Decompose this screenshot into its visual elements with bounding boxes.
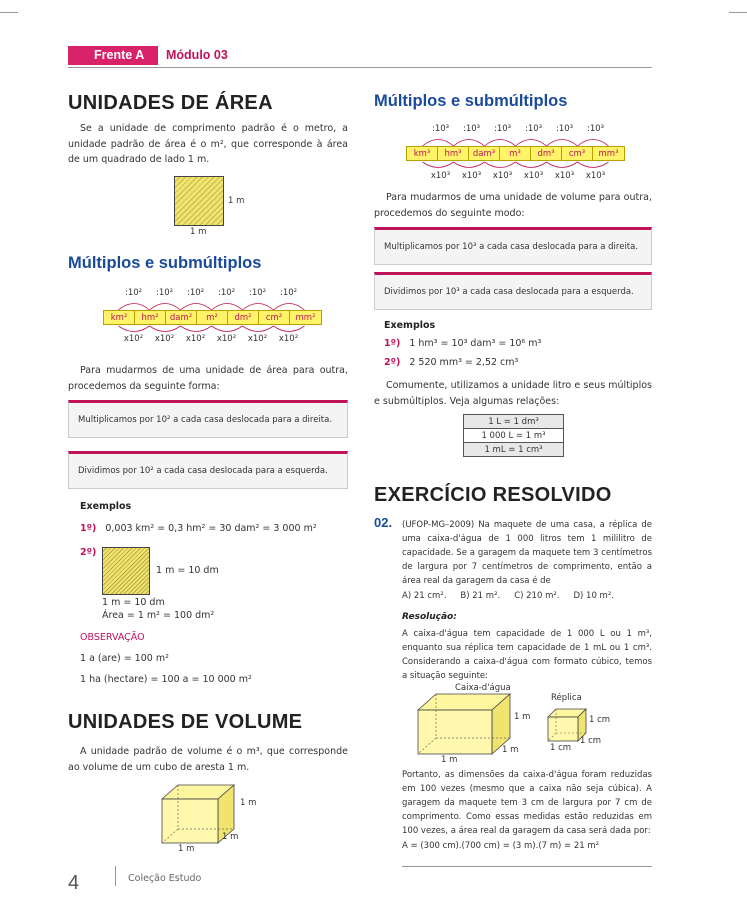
volume-multiples-title: Múltiplos e submúltiplos bbox=[374, 92, 568, 110]
divide-label: :10³ bbox=[555, 124, 574, 134]
unit-square bbox=[174, 176, 224, 226]
volume-example-1 bbox=[384, 338, 541, 349]
multiply-arc bbox=[181, 326, 212, 332]
multiply-label: x10² bbox=[123, 334, 144, 344]
area-intro: Se a unidade de comprimento padrão é o metro, a unidade padrão de área é o m², que corresponde à área de um quadrado de lado 1 m. bbox=[68, 123, 348, 165]
collection-name: Coleção Estudo bbox=[128, 873, 202, 884]
volume-procedure: Para mudarmos de uma unidade de volume para outra, procedemos do seguinte modo: bbox=[374, 192, 652, 219]
divide-label: :10² bbox=[155, 288, 174, 298]
litro-relations-table bbox=[463, 414, 564, 457]
option-a: A) 21 cm². bbox=[402, 591, 447, 601]
volume-top-arcs bbox=[404, 133, 634, 147]
multiply-arc bbox=[423, 162, 454, 168]
area-ex1-text: 0,003 km² = 0,3 hm² = 30 dam² = 3 000 m² bbox=[105, 523, 317, 534]
area-rule-right: Multiplicamos por 10² a cada casa deslocada para a direita. bbox=[68, 400, 348, 438]
area-title: UNIDADES DE ÁREA bbox=[68, 92, 273, 114]
multiply-arc bbox=[578, 162, 609, 168]
divide-label: :10² bbox=[279, 288, 298, 298]
area-procedure: Para mudarmos de uma unidade de área para outra, procedemos da seguinte forma: bbox=[68, 365, 348, 392]
unit-cell: km² bbox=[104, 311, 135, 324]
multiply-label: x10² bbox=[154, 334, 175, 344]
multiply-arc bbox=[243, 326, 274, 332]
divide-label: :10³ bbox=[524, 124, 543, 134]
volume-ex1-text: 1 hm³ = 10³ dam³ = 10⁶ m³ bbox=[409, 338, 542, 349]
multiply-arc bbox=[547, 162, 578, 168]
relation-row: 1 mL = 1 cm³ bbox=[464, 443, 564, 457]
multiply-label: x10² bbox=[247, 334, 268, 344]
unit-cell: dm² bbox=[228, 311, 259, 324]
area-multiply-labels bbox=[118, 334, 304, 344]
square-bottom-label: 1 m bbox=[190, 227, 207, 237]
small-cube-depth: 1 cm bbox=[580, 736, 602, 746]
area-ex1-number: 1º) bbox=[80, 523, 97, 534]
exercise-title: EXERCÍCIO RESOLVIDO bbox=[374, 484, 612, 506]
multiply-label: x10³ bbox=[554, 171, 575, 181]
crop-mark-left bbox=[0, 12, 18, 13]
unit-cell: km³ bbox=[407, 147, 438, 160]
crop-mark-right bbox=[729, 12, 747, 13]
resolution-title: Resolução: bbox=[402, 612, 457, 622]
multiply-label: x10³ bbox=[523, 171, 544, 181]
multiply-label: x10³ bbox=[492, 171, 513, 181]
resolution-p1: A caixa-d'água tem capacidade de 1 000 L ou 1 m³, enquanto sua réplica tem capacidade de 1 mL ou 1 cm³. Considerando a caixa-d'água com formato cúbico, temos a situação seguinte: bbox=[402, 629, 652, 681]
volume-ex1-number: 1º) bbox=[384, 338, 401, 349]
observation-2: 1 ha (hectare) = 100 a = 10 000 m² bbox=[80, 674, 252, 685]
area-examples-title: Exemplos bbox=[80, 501, 132, 512]
area-example-1 bbox=[80, 523, 317, 534]
area-multiples-title: Múltiplos e submúltiplos bbox=[68, 254, 262, 272]
small-cube-width: 1 cm bbox=[550, 743, 572, 753]
divide-label: :10³ bbox=[493, 124, 512, 134]
multiply-arc bbox=[485, 162, 516, 168]
big-cube-height: 1 m bbox=[514, 712, 531, 722]
option-d: D) 10 m². bbox=[573, 591, 614, 601]
small-cube-height: 1 cm bbox=[589, 715, 611, 725]
relation-row: 1 000 L = 1 m³ bbox=[464, 429, 564, 443]
relation-row: 1 L = 1 dm³ bbox=[464, 415, 564, 429]
divide-label: :10³ bbox=[586, 124, 605, 134]
big-cube-width: 1 m bbox=[441, 755, 458, 765]
area-units-strip bbox=[103, 310, 322, 325]
modulo-label: Módulo 03 bbox=[166, 48, 228, 62]
footer-divider bbox=[115, 866, 116, 886]
volume-units-strip bbox=[406, 146, 625, 161]
big-cube-title: Caixa-d'água bbox=[455, 683, 511, 693]
unit-cell: cm³ bbox=[562, 147, 593, 160]
multiply-label: x10³ bbox=[585, 171, 606, 181]
big-cube-depth: 1 m bbox=[502, 745, 519, 755]
litro-text: Comumente, utilizamos a unidade litro e seus múltiplos e submúltiplos. Veja algumas relações: bbox=[374, 380, 652, 407]
unit-cell: hm² bbox=[135, 311, 166, 324]
multiply-label: x10³ bbox=[461, 171, 482, 181]
multiply-label: x10² bbox=[278, 334, 299, 344]
volume-rule-right: Multiplicamos por 10³ a cada casa deslocada para a direita. bbox=[374, 227, 652, 265]
area-ex2-bottom: 1 m = 10 dm bbox=[102, 597, 165, 608]
unit-cell: mm³ bbox=[598, 149, 619, 159]
volume-rule-left: Dividimos por 10³ a cada casa deslocada para a esquerda. bbox=[374, 272, 652, 310]
unit-cell: m³ bbox=[500, 147, 531, 160]
page-number: 4 bbox=[68, 872, 80, 894]
area-rule-left: Dividimos por 10² a cada casa deslocada para a esquerda. bbox=[68, 451, 348, 489]
multiply-arc bbox=[274, 326, 305, 332]
multiply-arc bbox=[516, 162, 547, 168]
unit-cell: dam³ bbox=[469, 147, 500, 160]
volume-multiply-labels bbox=[425, 171, 611, 181]
multiply-arc bbox=[119, 326, 150, 332]
exercise-question: (UFOP-MG–2009) Na maquete de uma casa, a réplica de uma caixa-d'água de 1 000 litros tem 1 mililitro de capacidade. Se a garagem da maquete tem 3 centímetros de largura por 7 centímetros de comprimento, então a área real da garagem da casa é de bbox=[402, 520, 652, 586]
divide-label: :10³ bbox=[462, 124, 481, 134]
volume-examples-title: Exemplos bbox=[384, 320, 436, 331]
volume-example-2 bbox=[384, 357, 518, 368]
divide-label: :10² bbox=[124, 288, 143, 298]
multiply-arc bbox=[212, 326, 243, 332]
observation-1: 1 a (are) = 100 m² bbox=[80, 653, 169, 664]
divide-label: :10² bbox=[217, 288, 236, 298]
small-cube-title: Réplica bbox=[551, 693, 582, 703]
divide-label: :10² bbox=[186, 288, 205, 298]
divide-label: :10² bbox=[248, 288, 267, 298]
unit-cell: dm³ bbox=[531, 147, 562, 160]
volume-ex2-text: 2 520 mm³ = 2,52 cm³ bbox=[409, 357, 519, 368]
multiply-arc bbox=[454, 162, 485, 168]
multiply-label: x10³ bbox=[430, 171, 451, 181]
option-b: B) 21 m². bbox=[460, 591, 501, 601]
unit-cell: m² bbox=[197, 311, 228, 324]
divide-label: :10³ bbox=[431, 124, 450, 134]
unit-cell: cm² bbox=[259, 311, 290, 324]
frente-tag: Frente A bbox=[68, 46, 158, 65]
cube-width-label: 1 m bbox=[178, 844, 195, 854]
square-side-label: 1 m bbox=[228, 196, 245, 206]
footer-rule bbox=[402, 866, 652, 867]
unit-cell: hm³ bbox=[438, 147, 469, 160]
multiply-arc bbox=[150, 326, 181, 332]
unit-cell: dam² bbox=[166, 311, 197, 324]
cube-height-label: 1 m bbox=[240, 798, 257, 808]
observation-title: OBSERVAÇÃO bbox=[80, 632, 145, 643]
area-ex2-side: 1 m = 10 dm bbox=[156, 565, 219, 576]
volume-ex2-number: 2º) bbox=[384, 357, 401, 368]
resolution-p2: Portanto, as dimensões da caixa-d'água foram reduzidas em 100 vezes (mesmo que a caixa não seja cúbica). A garagem da maquete tem 3 cm de largura por 7 cm de comprimento. Como essas medidas estão reduzidas em 100 vezes, a área real da garagem da casa será dada por: bbox=[402, 770, 652, 836]
volume-title: UNIDADES DE VOLUME bbox=[68, 711, 303, 733]
grid-square bbox=[102, 547, 150, 595]
header-rule bbox=[68, 67, 652, 68]
cube-depth-label: 1 m bbox=[222, 832, 239, 842]
area-top-arcs bbox=[100, 297, 330, 311]
exercise-number: 02. bbox=[374, 515, 393, 530]
volume-intro: A unidade padrão de volume é o m³, que corresponde ao volume de um cubo de aresta 1 m. bbox=[68, 746, 348, 773]
unit-cell: mm² bbox=[295, 313, 316, 323]
multiply-label: x10² bbox=[216, 334, 237, 344]
option-c: C) 210 m². bbox=[514, 591, 560, 601]
exercise-options bbox=[402, 591, 614, 601]
area-ex2-number: 2º) bbox=[80, 547, 97, 558]
multiply-label: x10² bbox=[185, 334, 206, 344]
resolution-p3: A = (300 cm).(700 cm) = (3 m).(7 m) = 21 m² bbox=[402, 841, 600, 851]
area-ex2-area: Área = 1 m² = 100 dm² bbox=[102, 610, 215, 621]
water-tank-cube bbox=[414, 692, 514, 756]
